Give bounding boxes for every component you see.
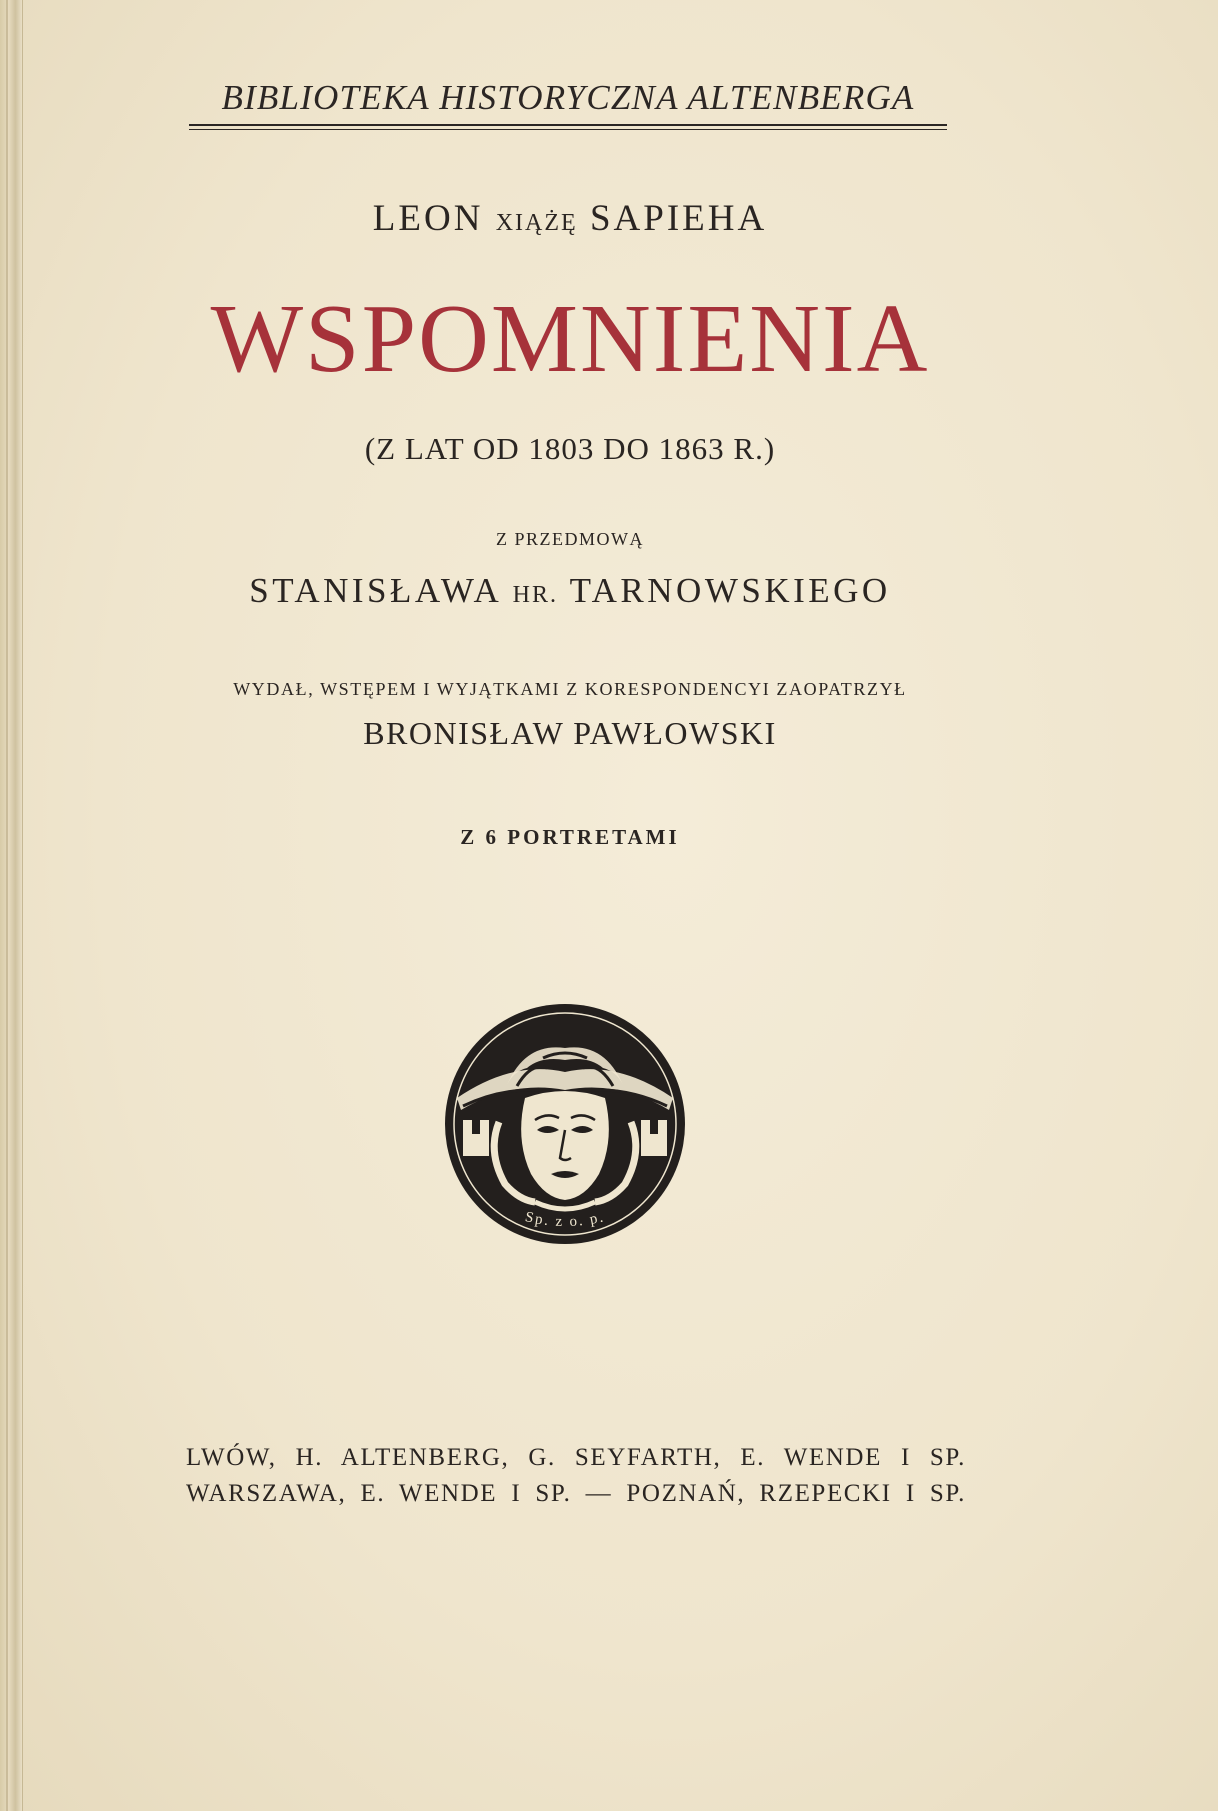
portraits-note: Z 6 PORTRETAMI <box>460 825 680 849</box>
preface-author <box>120 569 1020 617</box>
series-rule-thin <box>189 129 947 130</box>
author-title: XIĄŻĘ <box>495 210 578 236</box>
series-rule-thick <box>189 124 947 126</box>
emblem-monogram: Sp. z o. p. <box>523 1209 607 1231</box>
preface-first-name: STANISŁAWA <box>249 571 501 610</box>
imprint-line-2: WARSZAWA, E. WENDE I SP. — POZNAŃ, RZEPECKI I SP. <box>186 1480 966 1507</box>
book-spine-edge <box>0 0 23 1811</box>
series-header <box>189 78 947 130</box>
preface-last-name: TARNOWSKIEGO <box>569 571 891 610</box>
author-line <box>120 197 1020 245</box>
editor-label: WYDAŁ, WSTĘPEM I WYJĄTKAMI Z KORESPONDENCYI ZAOPATRZYŁ <box>233 679 907 699</box>
series-title: BIBLIOTEKA HISTORYCZNA ALTENBERGA <box>221 78 915 117</box>
imprint-line-1: LWÓW, H. ALTENBERG, G. SEYFARTH, E. WENDE I SP. <box>186 1444 966 1471</box>
editor-name: BRONISŁAW PAWŁOWSKI <box>363 715 777 751</box>
spine-crease <box>6 0 8 1811</box>
author-first-name: LEON <box>372 198 484 239</box>
preface-label: Z PRZEDMOWĄ <box>496 529 644 549</box>
author-last-name: SAPIEHA <box>589 198 768 239</box>
book-title: WSPOMNIENIA <box>210 285 930 393</box>
medusa-head-emblem-icon <box>443 1002 687 1246</box>
book-subtitle: (Z LAT OD 1803 DO 1863 R.) <box>364 431 776 466</box>
preface-title: HR. <box>512 582 558 608</box>
